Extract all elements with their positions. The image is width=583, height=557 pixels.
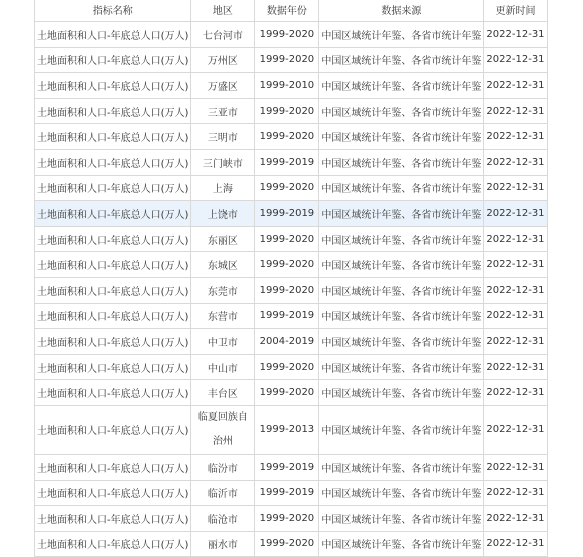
table-row[interactable] <box>35 149 548 175</box>
table-row[interactable] <box>35 354 548 380</box>
cell-data-years: 2004-2019 <box>255 329 319 355</box>
cell-indicator-name[interactable]: 土地面积和人口-年底总人口(万人) <box>35 73 191 99</box>
table-row[interactable] <box>35 454 548 480</box>
cell-update-time: 2022-12-31 <box>484 405 547 454</box>
table-row[interactable] <box>35 329 548 355</box>
table-header-row <box>35 0 548 22</box>
table-row[interactable] <box>35 47 548 73</box>
indicator-table <box>34 0 548 557</box>
cell-indicator-name[interactable]: 土地面积和人口-年底总人口(万人) <box>35 531 191 557</box>
cell-data-source: 中国区域统计年鉴、各省市统计年鉴 <box>319 277 484 303</box>
table-body <box>35 22 548 557</box>
cell-indicator-name[interactable]: 土地面积和人口-年底总人口(万人) <box>35 124 191 150</box>
cell-indicator-name[interactable]: 土地面积和人口-年底总人口(万人) <box>35 506 191 532</box>
cell-data-years: 1999-2019 <box>255 303 319 329</box>
cell-update-time: 2022-12-31 <box>484 506 547 532</box>
cell-update-time: 2022-12-31 <box>484 73 547 99</box>
cell-data-years: 1999-2019 <box>255 454 319 480</box>
table-row[interactable] <box>35 98 548 124</box>
cell-indicator-name[interactable]: 土地面积和人口-年底总人口(万人) <box>35 201 191 227</box>
cell-data-years: 1999-2013 <box>255 405 319 454</box>
cell-region: 丰台区 <box>191 380 255 406</box>
cell-indicator-name[interactable]: 土地面积和人口-年底总人口(万人) <box>35 98 191 124</box>
cell-indicator-name[interactable]: 土地面积和人口-年底总人口(万人) <box>35 380 191 406</box>
table-row[interactable] <box>35 380 548 406</box>
cell-data-years: 1999-2020 <box>255 175 319 201</box>
cell-update-time: 2022-12-31 <box>484 124 547 150</box>
cell-data-source: 中国区域统计年鉴、各省市统计年鉴 <box>319 303 484 329</box>
cell-data-source: 中国区域统计年鉴、各省市统计年鉴 <box>319 480 484 506</box>
cell-update-time: 2022-12-31 <box>484 303 547 329</box>
cell-data-source: 中国区域统计年鉴、各省市统计年鉴 <box>319 454 484 480</box>
cell-region: 万盛区 <box>191 73 255 99</box>
cell-indicator-name[interactable]: 土地面积和人口-年底总人口(万人) <box>35 22 191 48</box>
cell-region: 三亚市 <box>191 98 255 124</box>
cell-indicator-name[interactable]: 土地面积和人口-年底总人口(万人) <box>35 480 191 506</box>
cell-indicator-name[interactable]: 土地面积和人口-年底总人口(万人) <box>35 454 191 480</box>
cell-region: 三门峡市 <box>191 149 255 175</box>
cell-region: 上饶市 <box>191 201 255 227</box>
cell-update-time: 2022-12-31 <box>484 380 547 406</box>
cell-data-source: 中国区域统计年鉴、各省市统计年鉴 <box>319 175 484 201</box>
table-row[interactable] <box>35 124 548 150</box>
cell-region: 东莞市 <box>191 277 255 303</box>
cell-update-time: 2022-12-31 <box>484 47 547 73</box>
cell-region: 临夏回族自治州 <box>191 405 255 454</box>
cell-data-source: 中国区域统计年鉴、各省市统计年鉴 <box>319 47 484 73</box>
table-row[interactable] <box>35 22 548 48</box>
cell-update-time: 2022-12-31 <box>484 98 547 124</box>
cell-indicator-name[interactable]: 土地面积和人口-年底总人口(万人) <box>35 47 191 73</box>
table-row[interactable] <box>35 303 548 329</box>
cell-update-time: 2022-12-31 <box>484 252 547 278</box>
header-data-years: 数据年份 <box>255 0 319 22</box>
cell-region: 三明市 <box>191 124 255 150</box>
cell-region: 丽水市 <box>191 531 255 557</box>
cell-indicator-name[interactable]: 土地面积和人口-年底总人口(万人) <box>35 405 191 454</box>
cell-indicator-name[interactable]: 土地面积和人口-年底总人口(万人) <box>35 303 191 329</box>
table-row[interactable] <box>35 252 548 278</box>
cell-update-time: 2022-12-31 <box>484 531 547 557</box>
cell-indicator-name[interactable]: 土地面积和人口-年底总人口(万人) <box>35 149 191 175</box>
cell-data-years: 1999-2020 <box>255 277 319 303</box>
cell-data-years: 1999-2020 <box>255 380 319 406</box>
table-row[interactable] <box>35 201 548 227</box>
cell-region: 中卫市 <box>191 329 255 355</box>
cell-update-time: 2022-12-31 <box>484 226 547 252</box>
cell-data-years: 1999-2020 <box>255 124 319 150</box>
cell-data-source: 中国区域统计年鉴、各省市统计年鉴 <box>319 98 484 124</box>
cell-region: 东城区 <box>191 252 255 278</box>
cell-indicator-name[interactable]: 土地面积和人口-年底总人口(万人) <box>35 226 191 252</box>
cell-data-source: 中国区域统计年鉴、各省市统计年鉴 <box>319 531 484 557</box>
header-indicator-name: 指标名称 <box>35 0 191 22</box>
table-row[interactable] <box>35 175 548 201</box>
cell-data-years: 1999-2020 <box>255 531 319 557</box>
cell-data-years: 1999-2019 <box>255 201 319 227</box>
cell-data-source: 中国区域统计年鉴、各省市统计年鉴 <box>319 354 484 380</box>
cell-data-years: 1999-2019 <box>255 149 319 175</box>
cell-data-source: 中国区域统计年鉴、各省市统计年鉴 <box>319 252 484 278</box>
cell-data-years: 1999-2020 <box>255 22 319 48</box>
cell-indicator-name[interactable]: 土地面积和人口-年底总人口(万人) <box>35 354 191 380</box>
cell-region: 万州区 <box>191 47 255 73</box>
cell-region: 临沂市 <box>191 480 255 506</box>
cell-update-time: 2022-12-31 <box>484 175 547 201</box>
cell-data-years: 1999-2020 <box>255 506 319 532</box>
cell-data-source: 中国区域统计年鉴、各省市统计年鉴 <box>319 22 484 48</box>
data-table-container <box>34 0 548 557</box>
cell-data-years: 1999-2020 <box>255 98 319 124</box>
table-row[interactable] <box>35 73 548 99</box>
cell-update-time: 2022-12-31 <box>484 22 547 48</box>
cell-region: 东营市 <box>191 303 255 329</box>
table-row[interactable] <box>35 277 548 303</box>
cell-region: 临沧市 <box>191 506 255 532</box>
cell-data-source: 中国区域统计年鉴、各省市统计年鉴 <box>319 73 484 99</box>
table-row[interactable] <box>35 480 548 506</box>
cell-data-source: 中国区域统计年鉴、各省市统计年鉴 <box>319 380 484 406</box>
cell-update-time: 2022-12-31 <box>484 354 547 380</box>
cell-region: 临汾市 <box>191 454 255 480</box>
cell-indicator-name[interactable]: 土地面积和人口-年底总人口(万人) <box>35 175 191 201</box>
cell-update-time: 2022-12-31 <box>484 201 547 227</box>
cell-data-years: 1999-2020 <box>255 226 319 252</box>
cell-indicator-name[interactable]: 土地面积和人口-年底总人口(万人) <box>35 329 191 355</box>
cell-update-time: 2022-12-31 <box>484 277 547 303</box>
cell-data-years: 1999-2020 <box>255 252 319 278</box>
header-data-source: 数据来源 <box>319 0 484 22</box>
cell-data-source: 中国区域统计年鉴、各省市统计年鉴 <box>319 329 484 355</box>
cell-indicator-name[interactable]: 土地面积和人口-年底总人口(万人) <box>35 252 191 278</box>
cell-region: 东丽区 <box>191 226 255 252</box>
cell-update-time: 2022-12-31 <box>484 149 547 175</box>
cell-data-source: 中国区域统计年鉴、各省市统计年鉴 <box>319 149 484 175</box>
header-region: 地区 <box>191 0 255 22</box>
cell-data-source: 中国区域统计年鉴、各省市统计年鉴 <box>319 124 484 150</box>
cell-data-source: 中国区域统计年鉴、各省市统计年鉴 <box>319 506 484 532</box>
cell-data-source: 中国区域统计年鉴、各省市统计年鉴 <box>319 226 484 252</box>
cell-data-years: 1999-2020 <box>255 47 319 73</box>
table-row[interactable] <box>35 226 548 252</box>
cell-update-time: 2022-12-31 <box>484 329 547 355</box>
cell-data-source: 中国区域统计年鉴、各省市统计年鉴 <box>319 201 484 227</box>
cell-update-time: 2022-12-31 <box>484 480 547 506</box>
cell-data-source: 中国区域统计年鉴、各省市统计年鉴 <box>319 405 484 454</box>
cell-region: 中山市 <box>191 354 255 380</box>
cell-region: 上海 <box>191 175 255 201</box>
cell-data-years: 1999-2010 <box>255 73 319 99</box>
cell-data-years: 1999-2019 <box>255 480 319 506</box>
table-row[interactable] <box>35 506 548 532</box>
table-row[interactable] <box>35 405 548 454</box>
cell-indicator-name[interactable]: 土地面积和人口-年底总人口(万人) <box>35 277 191 303</box>
table-row[interactable] <box>35 531 548 557</box>
cell-update-time: 2022-12-31 <box>484 454 547 480</box>
cell-region: 七台河市 <box>191 22 255 48</box>
header-update-time: 更新时间 <box>484 0 547 22</box>
cell-data-years: 1999-2020 <box>255 354 319 380</box>
